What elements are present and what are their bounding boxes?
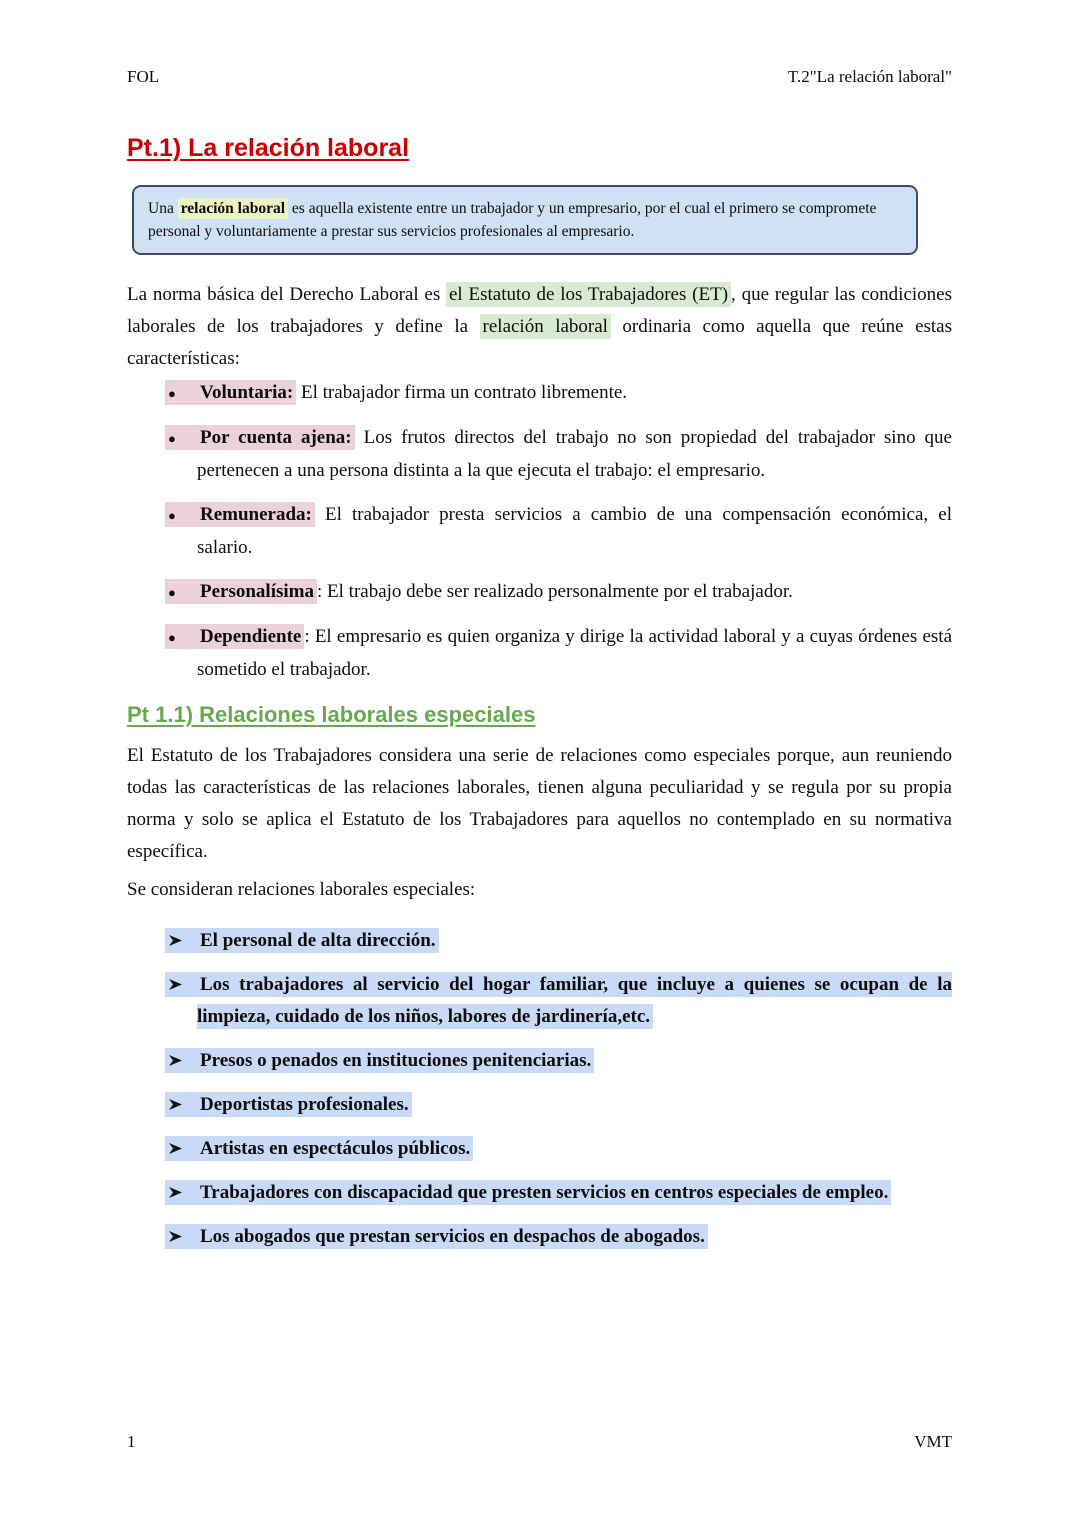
characteristic-item [127,422,952,487]
arrow-bullet-icon [168,925,200,957]
footer-initials: VMT [914,1432,952,1451]
arrow-bullet-icon [168,1089,200,1121]
special-relation-text: El personal de alta dirección. [200,930,436,951]
characteristic-term: Dependiente [200,626,302,647]
definition-prefix: Una [148,200,178,217]
special-list-intro: Se consideran relaciones laborales especiales: [127,879,476,900]
special-relation-item [127,969,952,1033]
special-relation-highlight [165,1224,708,1249]
special-relation-item [127,925,952,957]
characteristic-term: Personalísima [200,581,314,602]
definition-box [132,185,918,255]
characteristic-term-highlight [165,624,304,649]
bullet-icon: ● [168,431,176,446]
special-relation-text: Los abogados que prestan servicios en despachos de abogados. [200,1226,705,1247]
bullet-icon: ● [168,585,176,600]
header-right: T.2"La relación laboral" [787,67,952,86]
characteristic-term: Voluntaria: [200,382,294,403]
characteristic-term-highlight [165,502,315,527]
bullet-icon: ● [168,508,176,523]
intro-paragraph [127,279,952,375]
special-relations-paragraph: El Estatuto de los Trabajadores considera una serie de relaciones como especiales porque, aun reuniendo todas las características de las relaciones laborales, tienen alguna peculiaridad y se regula por su propia norma y solo se aplica el Estatuto de los Trabajadores para aquellos no contemplado en su normativa específica. [127,745,952,862]
characteristic-text: Los frutos directos del trabajo no son propiedad del trabajador sino que pertenecen a una persona distinta a la que ejecuta el trabajo: el empresario. [197,427,952,481]
characteristic-item [127,499,952,564]
intro-highlight-2: relación laboral [480,314,611,339]
characteristic-term: Por cuenta ajena: [200,427,352,448]
arrow-bullet-icon [168,1045,200,1077]
special-relation-text: Trabajadores con discapacidad que presten servicios en centros especiales de empleo. [200,1182,889,1203]
special-relation-highlight [165,1136,473,1161]
arrow-bullet-icon [168,1221,200,1253]
characteristic-item [127,377,952,410]
special-relation-highlight [165,1180,891,1205]
header-left: FOL [127,67,160,86]
special-relation-item [127,1045,952,1077]
page-title: Pt.1) La relación laboral [127,134,410,162]
arrow-bullet-icon [168,1133,200,1165]
special-relation-item [127,1133,952,1165]
arrow-bullet-icon [168,1177,200,1209]
characteristic-item [127,576,952,609]
characteristics-list [127,377,952,686]
special-relation-text: Los trabajadores al servicio del hogar familiar, que incluye a quienes se ocupan de la limpieza, cuidado de los niños, labores de jardinería,etc. [197,974,952,1027]
bullet-icon: ● [168,386,176,401]
page-footer [127,1432,952,1452]
characteristic-term-highlight [165,579,317,604]
special-relation-highlight [165,1048,594,1073]
intro-part1: La norma básica del Derecho Laboral es [127,284,446,305]
page-header [127,66,952,88]
special-relation-item [127,1177,952,1209]
section-subtitle: Pt 1.1) Relaciones laborales especiales [127,702,536,727]
special-relation-text: Deportistas profesionales. [200,1094,409,1115]
special-relation-highlight [165,928,439,953]
characteristic-term: Remunerada: [200,504,312,525]
special-relation-text: Artistas en espectáculos públicos. [200,1138,471,1159]
characteristic-text: : El empresario es quien organiza y dirige la actividad laboral y a cuyas órdenes está sometido el trabajador. [197,626,952,680]
characteristic-text: : El trabajo debe ser realizado personalmente por el trabajador. [317,581,793,602]
intro-part3: ordinaria como aquella que reúne estas características: [127,316,952,369]
intro-part2: , que regular las condiciones laborales de los trabajadores y define la [127,284,953,337]
special-relation-text: Presos o penados en instituciones penitenciarias. [200,1050,592,1071]
special-relation-highlight [165,972,952,1029]
page-number: 1 [127,1432,136,1451]
characteristic-text: El trabajador presta servicios a cambio de una compensación económica, el salario. [197,504,952,558]
special-relation-item [127,1089,952,1121]
arrow-bullet-icon [168,969,200,1001]
special-relation-highlight [165,1092,412,1117]
special-relation-item [127,1221,952,1253]
definition-suffix: es aquella existente entre un trabajador y un empresario, por el cual el primero se compromete personal y voluntariamente a prestar sus servicios profesionales al empresario. [148,200,877,240]
characteristic-term-highlight [165,380,296,405]
bullet-icon: ● [168,630,176,645]
characteristic-text: El trabajador firma un contrato libremente. [296,382,628,403]
characteristic-item [127,621,952,686]
definition-highlight-term: relación laboral [178,198,288,219]
characteristic-term-highlight [165,425,355,450]
intro-highlight-1: el Estatuto de los Trabajadores (ET) [446,282,731,307]
special-relations-list [127,925,952,1253]
